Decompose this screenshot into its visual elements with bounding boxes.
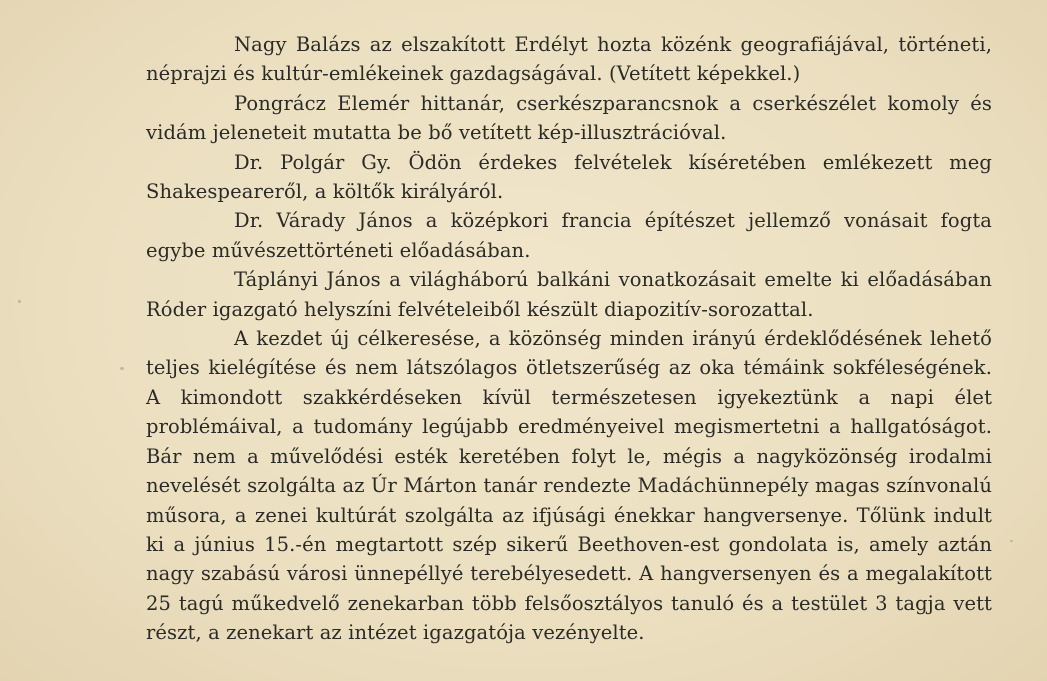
paper-speck xyxy=(120,367,124,370)
paragraph-nagy-balazs: Nagy Balázs az elszakított Erdélyt hozta közénk geografiájával, történeti, néprajzi és kultúr-emlékeinek gazdagságával. (Vetített képekkel.) xyxy=(146,33,992,86)
paragraph-varady-janos: Dr. Várady János a középkori francia építészet jellemző vonásait fogta egybe művészettörténeti előadásában. xyxy=(146,209,992,262)
paragraph-taplanyi-janos: Táplányi János a világháború balkáni vonatkozásait emelte ki előadásában Róder igazgató helyszíni felvételeiből készült diapozitív-sorozattal. xyxy=(146,268,992,321)
paragraph-pongracz-elemer: Pongrácz Elemér hittanár, cserkészparancsnok a cserkészélet komoly és vidám jeleneteit mutatta be bő vetített kép-illusztrációval. xyxy=(146,91,992,145)
paper-speck xyxy=(1010,540,1013,542)
page-text xyxy=(146,30,992,648)
paragraph-summary: A kezdet új célkeresése, a közönség minden irányú érdeklődésének lehető teljes kielégítése és nem látszólagos ötletszerűség az oka témáink sokféleségének. A kimondott szakkérdéseken kívül természetesen igyekeztünk a napi élet problémáival, a tudomány legújabb eredményeivel megismertetni a hallgatóságot. Bár nem a művelődési esték keretében folyt le, mégis a nagyközönség irodalmi nevelését szolgálta az Úr Márton tanár rendezte Madáchünnepély magas színvonalú műsora, a zenei kultúrát szolgálta az ifjúsági énekkar hangversenye. Tőlünk indult ki a június 15.-én megtartott szép sikerű Beethoven-est gondolata is, amely aztán nagy szabású városi ünnepéllyé terebélyesedett. A hangversenyen és a megalakított 25 tagú műkedvelő zenekarban több felsőosztályos tanuló és a testület 3 tagja vett részt, a zenekart az intézet igazgatója vezényelte. xyxy=(146,327,992,645)
paper-speck xyxy=(18,300,21,303)
paragraph-polgar-odon: Dr. Polgár Gy. Ödön érdekes felvételek kíséretében emlékezett meg Shakespeareről, a költők királyáról. xyxy=(146,150,992,204)
